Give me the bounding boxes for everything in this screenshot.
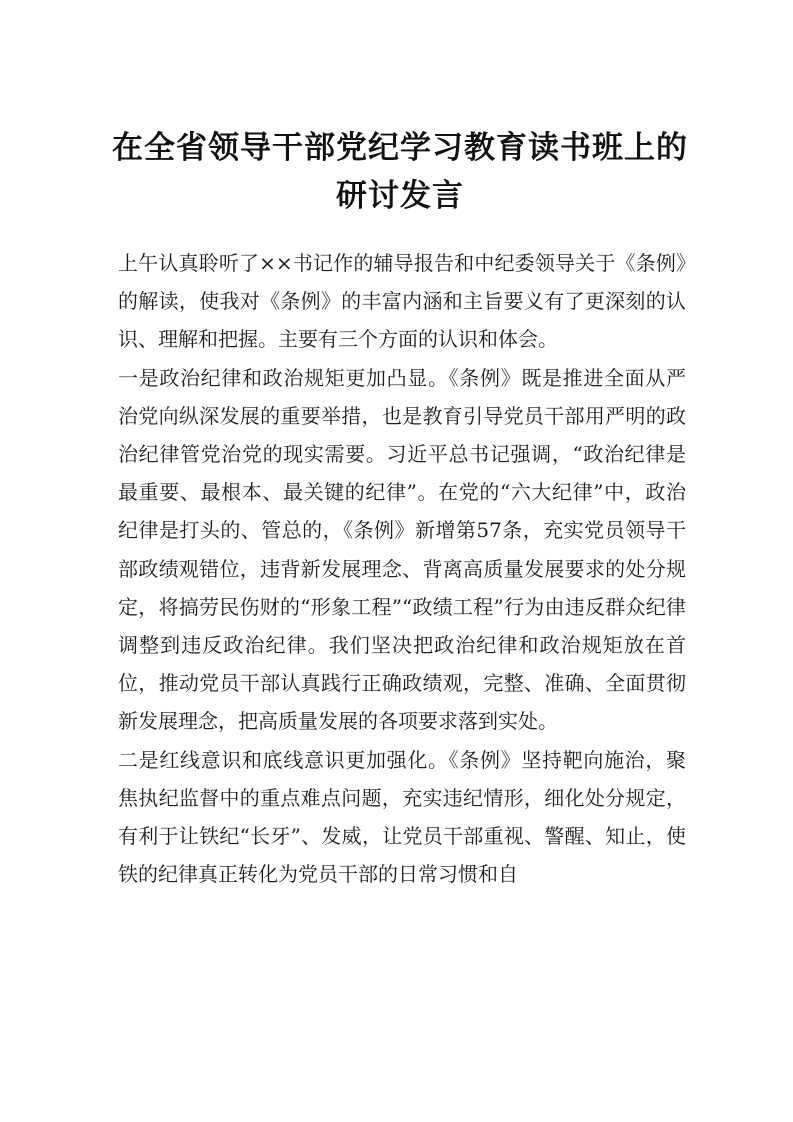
document-body [118, 244, 686, 893]
paragraph-point-one: 一是政治纪律和政治规矩更加凸显。《条例》既是推进全面从严治党向纵深发展的重要举措，也是教育引导党员干部用严明的政治纪律管党治党的现实需要。习近平总书记强调，“政治纪律是最重要、最根本、最关键的纪律”。在党的“六大纪律”中，政治纪律是打头的、管总的，《条例》新增第57条，充实党员领导干部政绩观错位，违背新发展理念、背离高质量发展要求的处分规定，将搞劳民伤财的“形象工程”“政绩工程”行为由违反群众纪律调整到违反政治纪律。我们坚决把政治纪律和政治规矩放在首位，推动党员干部认真践行正确政绩观，完整、准确、全面贯彻新发展理念，把高质量发展的各项要求落到实处。 [118, 365, 686, 734]
document-title-line-2: 研讨发言 [336, 178, 464, 214]
paragraph-point-two: 二是红线意识和底线意识更加强化。《条例》坚持靶向施治，聚焦执纪监督中的重点难点问题，充实违纪情形，细化处分规定，有利于让铁纪“长牙”、发威，让党员干部重视、警醒、知止，使铁的纪律真正转化为党员干部的日常习惯和自 [118, 747, 686, 887]
paragraph-intro: 上午认真聆听了××书记作的辅导报告和中纪委领导关于《条例》的解读，使我对《条例》的丰富内涵和主旨要义有了更深刻的认识、理解和把握。主要有三个方面的认识和体会。 [118, 251, 686, 352]
document-title-line-1: 在全省领导干部党纪学习教育读书班上的 [112, 130, 688, 166]
